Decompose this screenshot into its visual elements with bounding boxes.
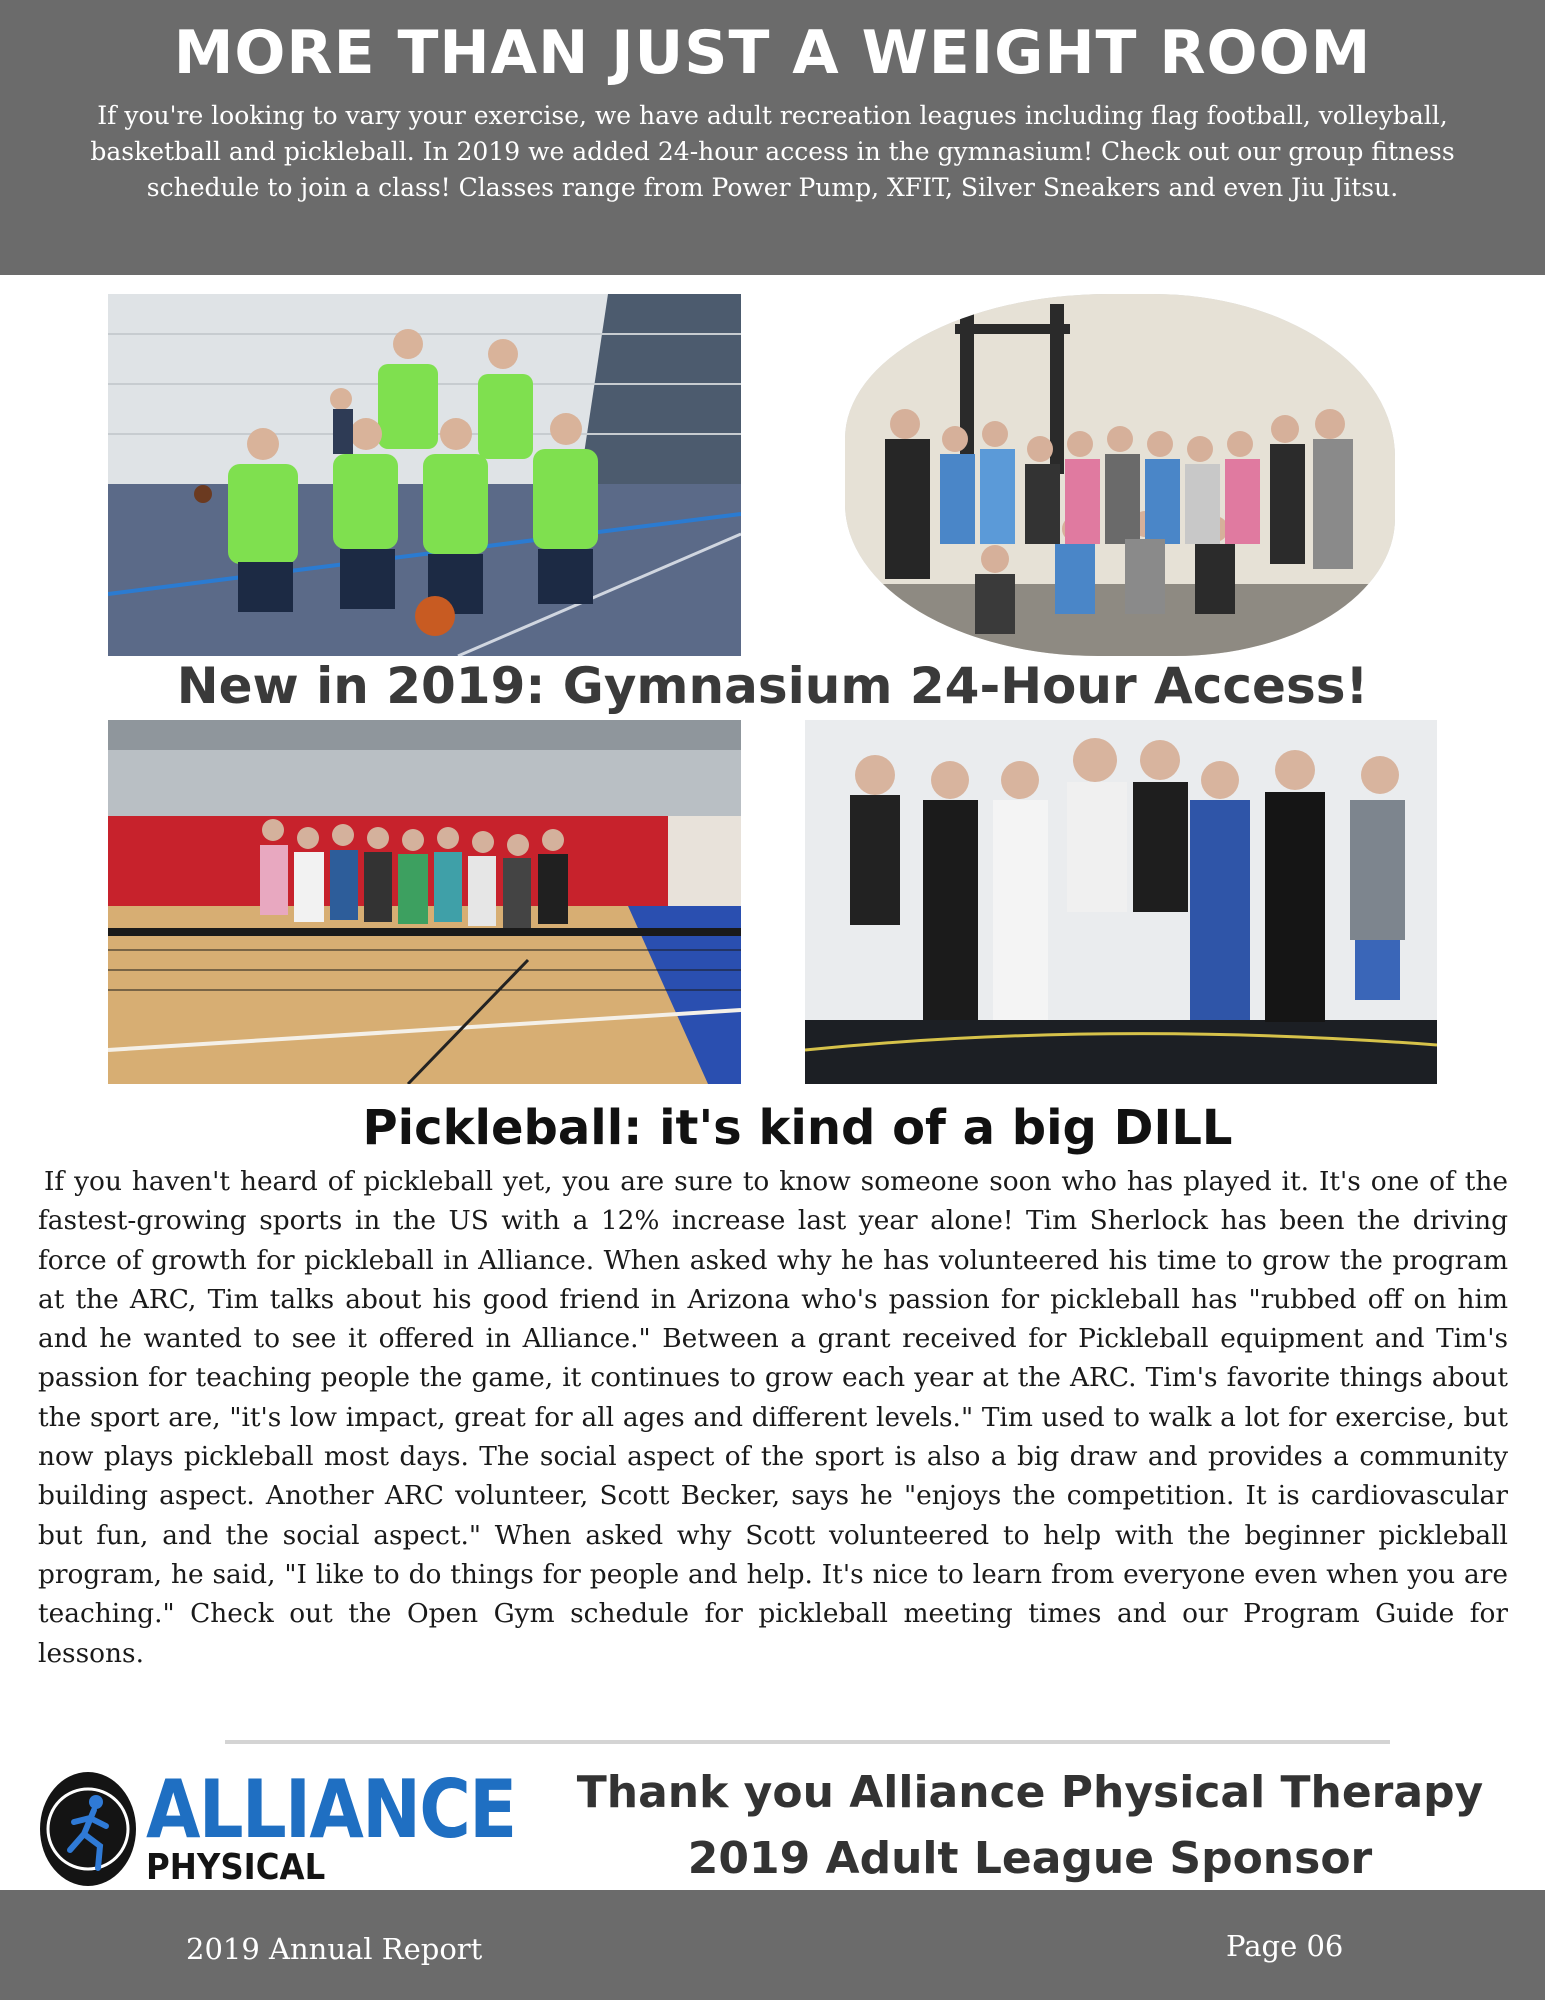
sponsor-logo [40,1763,516,1888]
sponsor-thanks [560,1760,1500,1892]
runner-icon [40,1772,136,1886]
pickleball-heading: Pickleball: it's kind of a big DILL [362,1100,1233,1156]
sponsor-thanks-line1: Thank you Alliance Physical Therapy [576,1767,1484,1818]
header-band [0,0,1545,275]
pickleball-group-photo [108,720,741,1084]
page-number: Page 06 [1226,1929,1344,1963]
flag-football-team-photo [108,294,741,656]
logo-wordmark: ALLIANCE [146,1763,516,1856]
jiu-jitsu-group-photo [805,720,1437,1084]
logo-subtitle: PHYSICAL [146,1847,326,1888]
gym-access-heading: New in 2019: Gymnasium 24-Hour Access! [176,657,1369,715]
sponsor-thanks-line2: 2019 Adult League Sponsor [687,1833,1373,1884]
pickleball-article: If you haven't heard of pickleball yet, you are sure to know someone soon who has played it. It's one of the fastest-growing sports in the US with a 12% increase last year alone! Tim Sherlock has been the driving force of growth for pickleball in Alliance. When asked why he has volunteered his time to grow the program at the ARC, Tim talks about his good friend in Arizona who's passion for pickleball has "rubbed off on him and he wanted to see it offered in Alliance." Between a grant received for Pickleball equipment and Tim's passion for teaching people the game, it continues to grow each year at the ARC. Tim's favorite things about the sport are, "it's low impact, great for all ages and different levels." Tim used to walk a lot for exercise, but now plays pickleball most days. The social aspect of the sport is also a big draw and provides a community building aspect. Another ARC volunteer, Scott Becker, says he "enjoys the competition. It is cardiovascular but fun, and the social aspect." When asked why Scott volunteered to help with the beginner pickleball program, he said, "I like to do things for people and help. It's nice to learn from everyone even when you are teaching." Check out the Open Gym schedule for pickleball meeting times and our Program Guide for lessons. [38,1166,1508,1669]
page-title: MORE THAN JUST A WEIGHT ROOM [173,18,1372,88]
report-title: 2019 Annual Report [186,1932,483,1966]
group-fitness-photo [845,294,1395,656]
section-divider [225,1740,1390,1744]
intro-paragraph: If you're looking to vary your exercise, we have adult recreation leagues including flag football, volleyball, basketball and pickleball. In 2019 we added 24-hour access in the gymnasium! Check out our group fitness schedule to join a class! Classes range from Power Pump, XFIT, Silver Sneakers and even Jiu Jitsu. [90,101,1455,202]
